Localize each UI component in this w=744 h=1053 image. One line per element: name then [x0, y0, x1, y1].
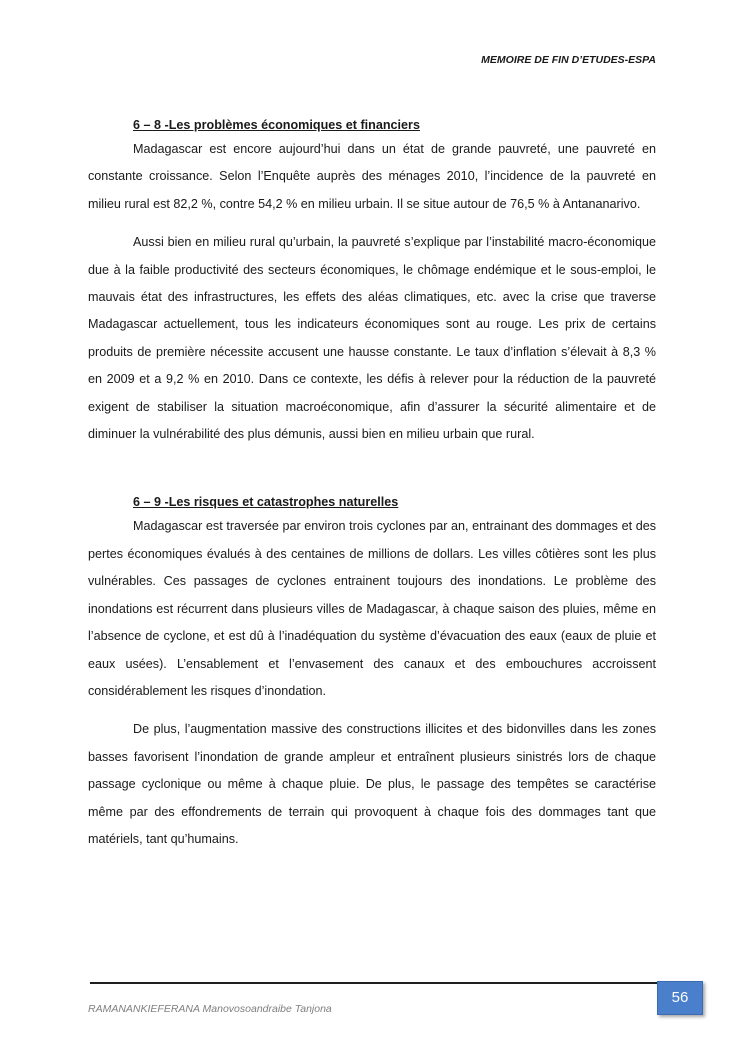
- footer-author: RAMANANKIEFERANA Manovosoandraibe Tanjona: [88, 1003, 332, 1015]
- section-title-economic: 6 – 8 -Les problèmes économiques et financiers: [133, 118, 420, 132]
- section-title-natural-risks: 6 – 9 -Les risques et catastrophes naturelles: [133, 495, 399, 510]
- paragraph-spacer: [88, 705, 656, 716]
- page-number-badge: 56: [657, 981, 703, 1015]
- paragraph: Aussi bien en milieu rural qu’urbain, la pauvreté s’explique par l’instabilité macro-économique due à la faible productivité des secteurs économiques, le chômage endémique et le sous-emploi, le mauvais état des infrastructures, les effets des aléas climatiques, etc. avec la crise que traverse Madagascar actuellement, tous les indicateurs économiques sont au rouge. Les prix de certains produits de première nécessite accusent une hausse constante. Le taux d’inflation s’élevait à 8,3 % en 2009 et a 9,2 % en 2010. Dans ce contexte, les défis à relever pour la réduction de la pauvreté exigent de stabiliser la situation macroéconomique, afin d’assurer la sécurité alimentaire et de diminuer la vulnérabilité des plus démunis, aussi bien en milieu urbain que rural.: [88, 235, 656, 442]
- paragraph-spacer: [88, 218, 656, 229]
- paragraph: Madagascar est traversée par environ trois cyclones par an, entrainant des dommages et des pertes économiques évalués à des centaines de millions de dollars. Les villes côtières sont les plus vulnérables. Ces passages de cyclones entrainent toujours des inondations. Le problème des inondations est récurrent dans plusieurs villes de Madagascar, à chaque saison des pluies, même en l’absence de cyclone, et est dû à l’inadéquation du système d’évacuation des eaux (eaux de pluie et eaux usées). L’ensablement et l’envasement des canaux et des embouchures accroissent considérablement les risques d’inondation.: [88, 519, 656, 698]
- document-body: [88, 114, 656, 853]
- paragraph: Madagascar est encore aujourd’hui dans un état de grande pauvreté, une pauvreté en constante croissance. Selon l’Enquête auprès des ménages 2010, l’incidence de la pauvreté en milieu rural est 82,2 %, contre 54,2 % en milieu urbain. Il se situe autour de 76,5 % à Antananarivo.: [88, 142, 656, 211]
- running-header: MEMOIRE DE FIN D’ETUDES-ESPA: [481, 54, 656, 66]
- paragraph: De plus, l’augmentation massive des constructions illicites et des bidonvilles dans les zones basses favorisent l’inondation de grande ampleur et entraînent plusieurs sinistrés lors de chaque passage cyclonique ou même à chaque pluie. De plus, le passage des tempêtes se caractérise même par des effondrements de terrain qui provoquent à chaque fois des dommages tant que matériels, tant qu’humains.: [88, 722, 656, 846]
- footer-divider: [90, 982, 674, 984]
- section-spacer: [88, 448, 656, 491]
